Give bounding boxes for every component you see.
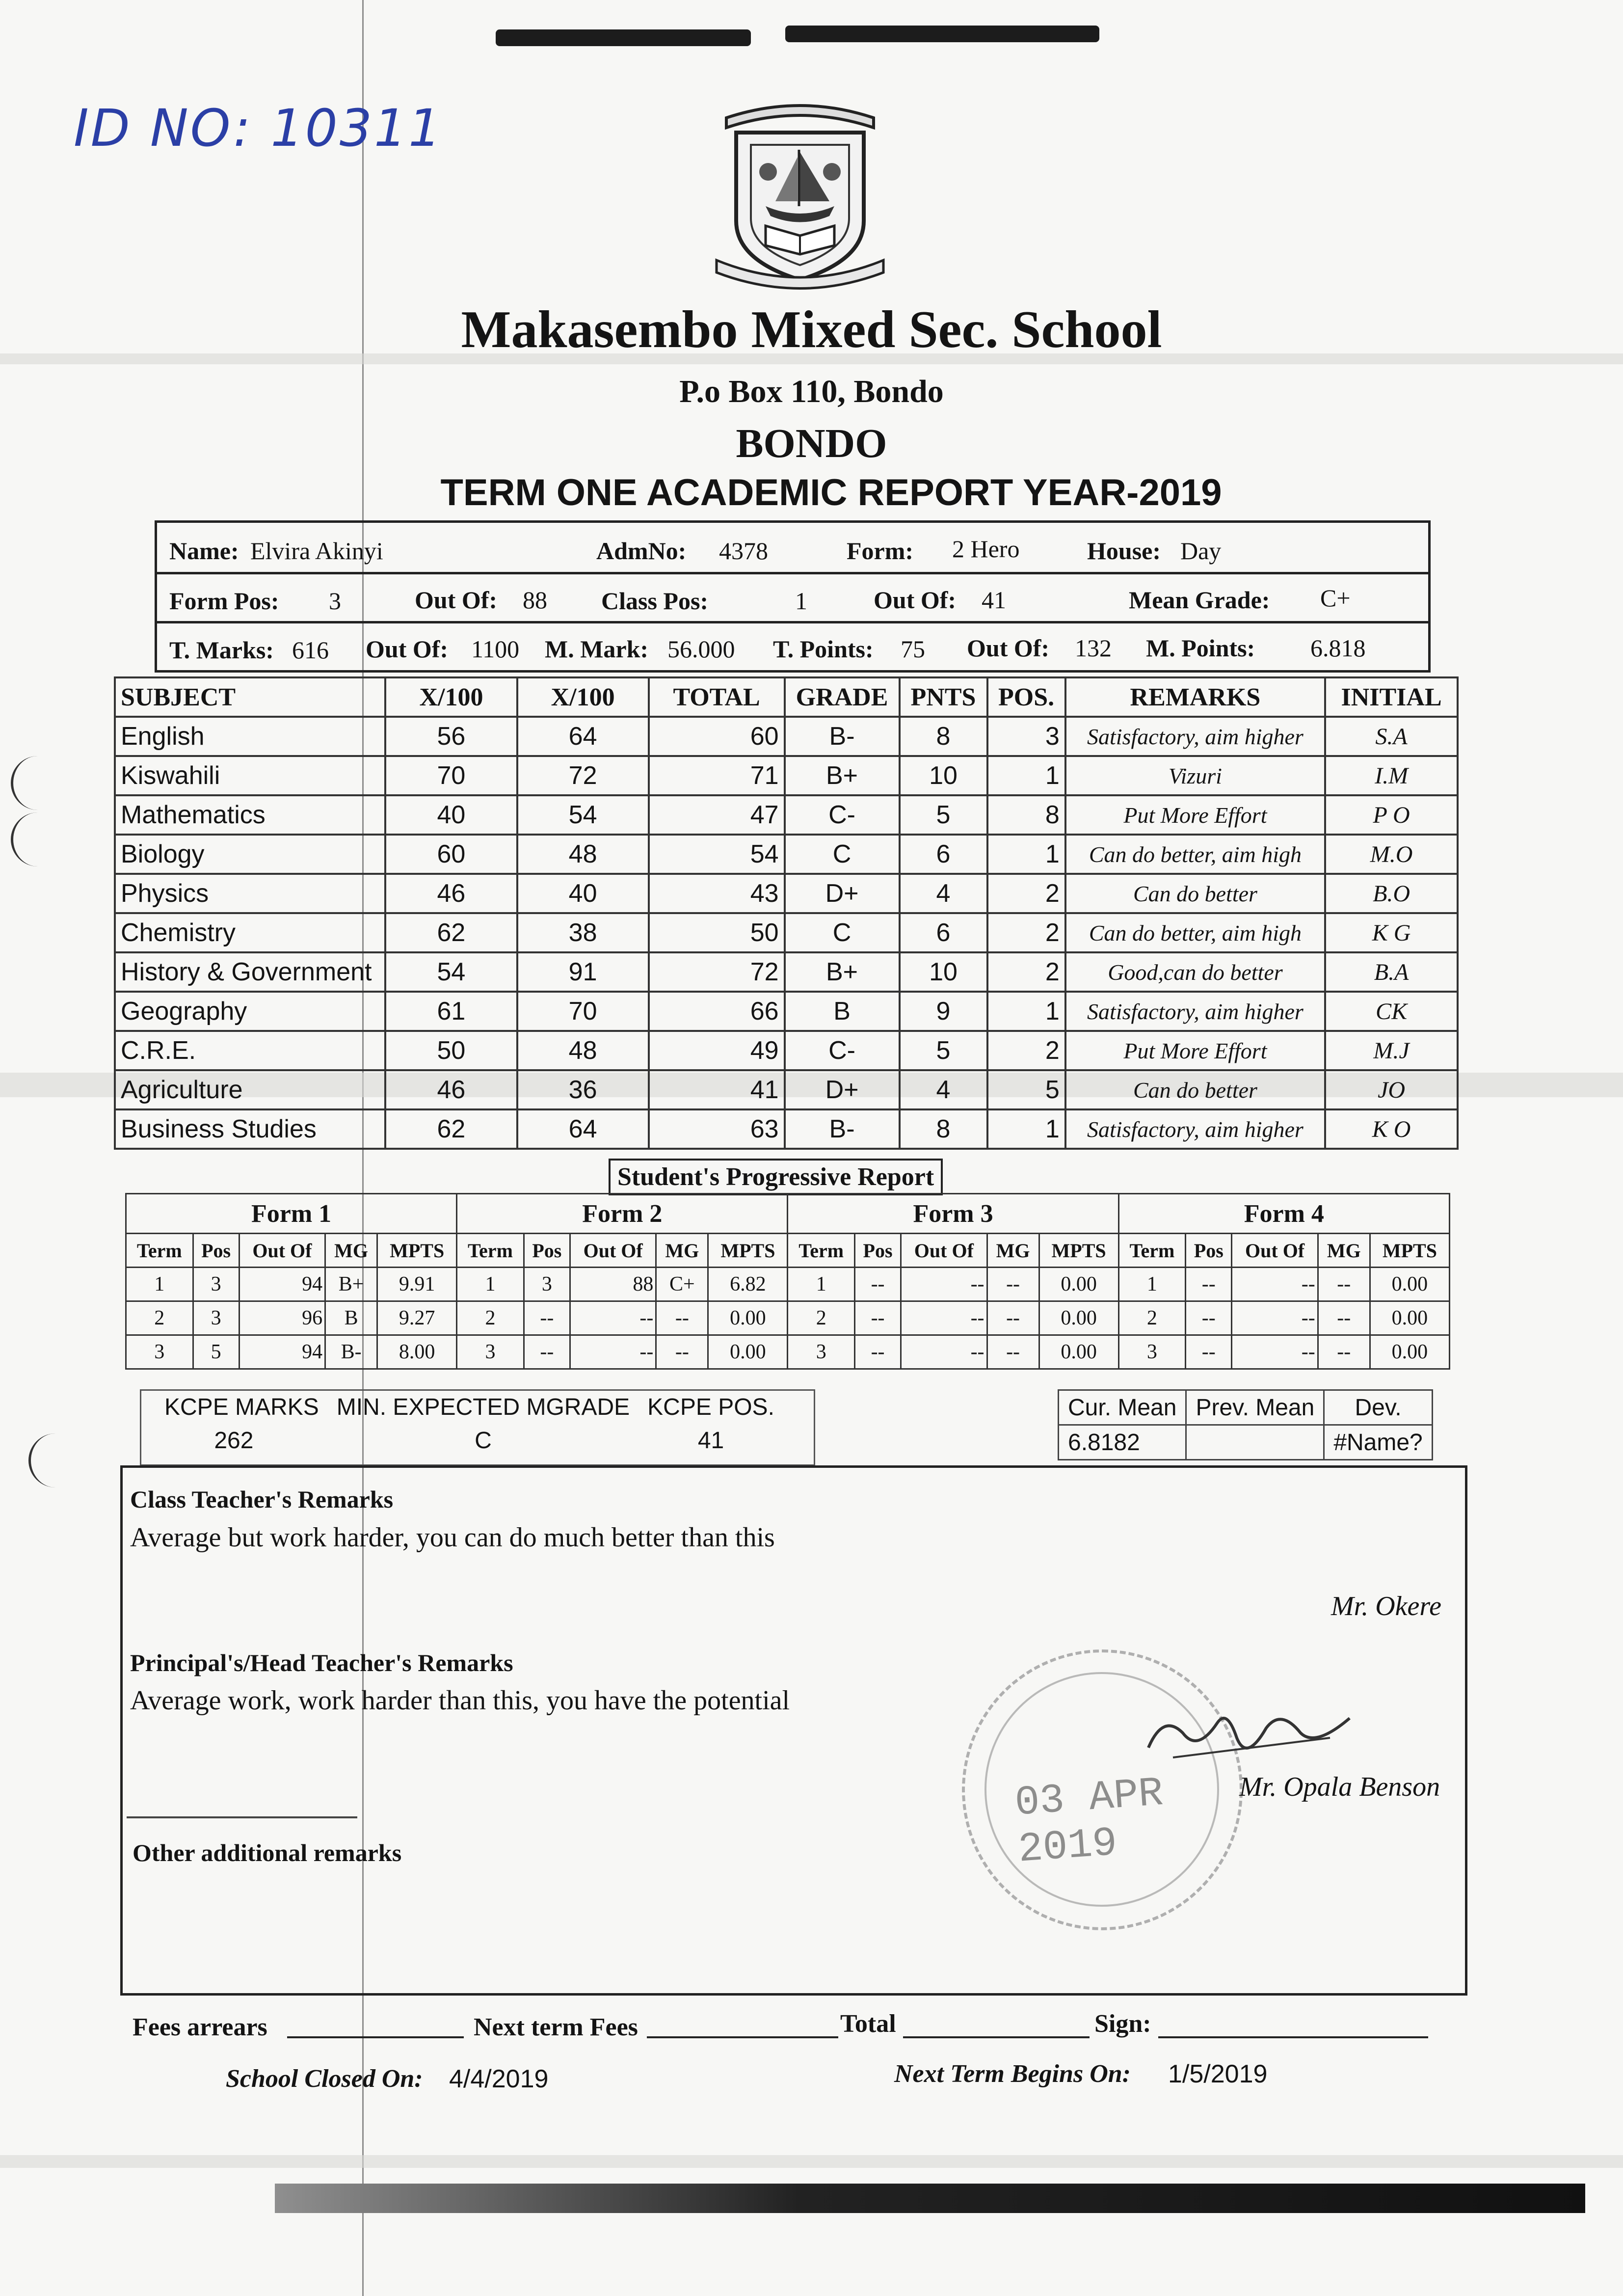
t-marks-out-of-label: Out Of:	[366, 635, 449, 663]
punch-hole-mark	[11, 812, 48, 866]
pos-cell: 8	[987, 795, 1065, 835]
pos-cell: 2	[987, 952, 1065, 992]
sign-line	[1158, 2036, 1428, 2038]
t-points-label: T. Points:	[773, 635, 874, 663]
progress-cell: 6.82	[708, 1268, 788, 1301]
x2-cell: 38	[517, 913, 649, 952]
house-label: House:	[1087, 537, 1161, 565]
initial-cell: P O	[1325, 795, 1458, 835]
subject-cell: History & Government	[115, 952, 385, 992]
pnts-cell: 6	[900, 835, 987, 874]
pnts-cell: 8	[900, 1109, 987, 1149]
progress-cell: 0.00	[1039, 1268, 1118, 1301]
pnts-cell: 4	[900, 874, 987, 913]
grade-cell: B	[785, 992, 900, 1031]
progress-cell: --	[1318, 1301, 1370, 1335]
remark-cell: Satisfactory, aim higher	[1065, 992, 1325, 1031]
col-initial: INITIAL	[1325, 677, 1458, 717]
grade-cell: C	[785, 913, 900, 952]
progress-cell: --	[656, 1301, 708, 1335]
progress-cell: 1	[126, 1268, 193, 1301]
progress-cell: 2	[1118, 1301, 1186, 1335]
progress-cell: 0.00	[708, 1301, 788, 1335]
kcpe-marks-value: 262	[214, 1427, 254, 1454]
student-info-row1	[155, 520, 1431, 574]
remark-cell: Can do better, aim high	[1065, 913, 1325, 952]
kcpe-pos-label: KCPE POS.	[647, 1394, 774, 1420]
form-value: 2 Hero	[952, 535, 1020, 563]
school-closed-label: School Closed On:	[226, 2065, 423, 2093]
fees-arrears-line	[287, 2036, 464, 2038]
progress-cell: 8.00	[377, 1335, 457, 1369]
progress-cell: 94	[239, 1335, 325, 1369]
pos-cell: 1	[987, 1109, 1065, 1149]
progress-cell: 0.00	[708, 1335, 788, 1369]
x2-cell: 48	[517, 1031, 649, 1070]
progress-cell: 0.00	[1370, 1268, 1449, 1301]
x2-cell: 91	[517, 952, 649, 992]
fees-arrears-label: Fees arrears	[133, 2013, 267, 2041]
m-mark-label: M. Mark:	[545, 635, 649, 663]
progress-cell: --	[901, 1335, 987, 1369]
progress-cell: B	[325, 1301, 377, 1335]
student-name: Elvira Akinyi	[250, 537, 383, 565]
subject-cell: Mathematics	[115, 795, 385, 835]
progress-cell: --	[987, 1301, 1039, 1335]
progress-cell: --	[1318, 1268, 1370, 1301]
total-cell: 72	[649, 952, 785, 992]
subject-cell: English	[115, 717, 385, 756]
total-cell: 50	[649, 913, 785, 952]
progress-report-table	[125, 1193, 1450, 1370]
school-crest-logo	[707, 98, 893, 295]
school-stamp-seal	[962, 1649, 1243, 1930]
col-subject: SUBJECT	[115, 677, 385, 717]
form4-header: Form 4	[1118, 1194, 1449, 1234]
progress-col-term: Term	[457, 1234, 524, 1268]
initial-cell: K O	[1325, 1109, 1458, 1149]
class-out-of-label: Out Of:	[874, 586, 957, 614]
progress-col-out-of: Out Of	[570, 1234, 656, 1268]
divider-line	[127, 1816, 357, 1818]
t-points-value: 75	[901, 635, 925, 663]
min-expected-mgrade-label: MIN. EXPECTED MGRADE	[336, 1394, 630, 1420]
form-out-of-label: Out Of:	[415, 586, 498, 614]
progress-col-term: Term	[126, 1234, 193, 1268]
next-term-begins-label: Next Term Begins On:	[894, 2060, 1131, 2088]
x1-cell: 50	[385, 1031, 517, 1070]
x2-cell: 36	[517, 1070, 649, 1109]
progress-cell: 1	[1118, 1268, 1186, 1301]
x2-cell: 48	[517, 835, 649, 874]
progress-report-title: Student's Progressive Report	[609, 1159, 943, 1195]
total-line	[903, 2036, 1090, 2038]
initial-cell: K G	[1325, 913, 1458, 952]
grade-cell: C-	[785, 1031, 900, 1070]
progress-cell: 9.27	[377, 1301, 457, 1335]
progress-term-row	[126, 1335, 1450, 1369]
principal-remarks-text: Average work, work harder than this, you have the potential	[130, 1685, 790, 1716]
prev-mean-value	[1186, 1425, 1324, 1460]
progress-cell: 3	[1118, 1335, 1186, 1369]
subject-cell: Agriculture	[115, 1070, 385, 1109]
pos-cell: 1	[987, 992, 1065, 1031]
redaction-mark	[496, 29, 751, 46]
subject-row	[115, 795, 1458, 835]
progress-cell: --	[1186, 1268, 1232, 1301]
progress-col-out-of: Out Of	[1232, 1234, 1318, 1268]
progress-cell: 0.00	[1370, 1335, 1449, 1369]
progress-col-mpts: MPTS	[1039, 1234, 1118, 1268]
cur-mean-label: Cur. Mean	[1059, 1390, 1186, 1425]
grade-cell: B-	[785, 717, 900, 756]
dev-label: Dev.	[1324, 1390, 1432, 1425]
total-cell: 47	[649, 795, 785, 835]
mean-grade-label: Mean Grade:	[1129, 586, 1270, 614]
progress-cell: 2	[126, 1301, 193, 1335]
progress-cell: B+	[325, 1268, 377, 1301]
progress-col-pos: Pos	[1186, 1234, 1232, 1268]
progress-cell: --	[987, 1268, 1039, 1301]
progress-col-mg: MG	[987, 1234, 1039, 1268]
progress-col-out-of: Out Of	[239, 1234, 325, 1268]
m-points-value: 6.818	[1310, 634, 1366, 662]
t-marks-value: 616	[292, 636, 329, 664]
school-town: BONDO	[736, 421, 887, 466]
total-cell: 49	[649, 1031, 785, 1070]
progress-col-mg: MG	[325, 1234, 377, 1268]
progress-cell: 3	[193, 1268, 239, 1301]
remark-cell: Put More Effort	[1065, 795, 1325, 835]
m-points-label: M. Points:	[1146, 634, 1255, 662]
progress-cell: B-	[325, 1335, 377, 1369]
col-total: TOTAL	[649, 677, 785, 717]
x2-cell: 64	[517, 717, 649, 756]
next-term-fees-label: Next term Fees	[474, 2013, 638, 2041]
subject-cell: Geography	[115, 992, 385, 1031]
remark-cell: Good,can do better	[1065, 952, 1325, 992]
x1-cell: 62	[385, 1109, 517, 1149]
remark-cell: Satisfactory, aim higher	[1065, 1109, 1325, 1149]
initial-cell: M.J	[1325, 1031, 1458, 1070]
name-label: Name:	[169, 537, 239, 565]
progress-cell: --	[1186, 1301, 1232, 1335]
x1-cell: 40	[385, 795, 517, 835]
form-label: Form:	[847, 537, 914, 565]
progress-cell: --	[1232, 1268, 1318, 1301]
initial-cell: CK	[1325, 992, 1458, 1031]
min-expected-mgrade-value: C	[475, 1427, 492, 1454]
col-grade: GRADE	[785, 677, 900, 717]
progress-form-header	[126, 1194, 1450, 1234]
total-label: Total	[840, 2010, 896, 2038]
principal-signature	[1144, 1703, 1359, 1772]
progress-term-row	[126, 1301, 1450, 1335]
total-cell: 66	[649, 992, 785, 1031]
form3-header: Form 3	[788, 1194, 1118, 1234]
school-closed-date: 4/4/2019	[449, 2065, 549, 2093]
progress-cell: 3	[193, 1301, 239, 1335]
progress-col-mg: MG	[1318, 1234, 1370, 1268]
subject-row	[115, 1109, 1458, 1149]
house-value: Day	[1180, 537, 1222, 565]
progress-col-out-of: Out Of	[901, 1234, 987, 1268]
principal-remarks-label: Principal's/Head Teacher's Remarks	[130, 1649, 513, 1676]
initial-cell: B.O	[1325, 874, 1458, 913]
t-points-out-of-value: 132	[1075, 634, 1112, 662]
class-teacher-name: Mr. Okere	[1331, 1591, 1441, 1621]
subject-row	[115, 992, 1458, 1031]
form-pos-value: 3	[329, 587, 341, 615]
mean-grade-value: C+	[1320, 584, 1351, 612]
principal-name: Mr. Opala Benson	[1239, 1772, 1440, 1802]
x1-cell: 54	[385, 952, 517, 992]
grade-cell: B+	[785, 952, 900, 992]
progress-cell: 3	[126, 1335, 193, 1369]
sign-label: Sign:	[1094, 2010, 1151, 2038]
scan-dark-edge	[275, 2184, 1585, 2213]
x2-cell: 54	[517, 795, 649, 835]
punch-hole-mark	[28, 1433, 65, 1487]
progress-cell: 0.00	[1039, 1301, 1118, 1335]
progress-cell: 96	[239, 1301, 325, 1335]
pos-cell: 2	[987, 913, 1065, 952]
subject-row	[115, 835, 1458, 874]
subject-row	[115, 756, 1458, 795]
x2-cell: 64	[517, 1109, 649, 1149]
progress-cell: 94	[239, 1268, 325, 1301]
pnts-cell: 10	[900, 952, 987, 992]
progress-cell: --	[524, 1335, 570, 1369]
school-address: P.o Box 110, Bondo	[679, 374, 944, 409]
progress-col-mg: MG	[656, 1234, 708, 1268]
progress-col-pos: Pos	[524, 1234, 570, 1268]
progress-cell: --	[570, 1301, 656, 1335]
grade-cell: C	[785, 835, 900, 874]
handwritten-id: ID NO: 10311	[74, 98, 443, 158]
remark-cell: Can do better	[1065, 1070, 1325, 1109]
dev-value: #Name?	[1324, 1425, 1432, 1460]
progress-col-mpts: MPTS	[377, 1234, 457, 1268]
kcpe-box-border	[140, 1389, 815, 1466]
class-out-of-value: 41	[982, 586, 1006, 614]
progress-cell: 3	[788, 1335, 855, 1369]
means-table	[1058, 1389, 1433, 1460]
progress-cell: 2	[457, 1301, 524, 1335]
class-pos-value: 1	[795, 587, 807, 615]
t-marks-label: T. Marks:	[169, 636, 274, 664]
progress-cell: --	[1186, 1335, 1232, 1369]
progress-sub-header	[126, 1234, 1450, 1268]
pos-cell: 2	[987, 1031, 1065, 1070]
x2-cell: 70	[517, 992, 649, 1031]
progress-cell: 5	[193, 1335, 239, 1369]
adm-number: 4378	[719, 537, 768, 565]
progress-cell: 0.00	[1370, 1301, 1449, 1335]
m-mark-value: 56.000	[667, 635, 735, 663]
next-term-fees-line	[647, 2036, 838, 2038]
subject-row	[115, 717, 1458, 756]
pnts-cell: 10	[900, 756, 987, 795]
student-info-row3	[155, 621, 1431, 673]
progress-cell: 0.00	[1039, 1335, 1118, 1369]
pnts-cell: 8	[900, 717, 987, 756]
progress-cell: --	[1232, 1301, 1318, 1335]
grade-cell: C-	[785, 795, 900, 835]
x1-cell: 62	[385, 913, 517, 952]
pnts-cell: 5	[900, 795, 987, 835]
marks-table-header	[115, 677, 1458, 717]
total-cell: 41	[649, 1070, 785, 1109]
x2-cell: 40	[517, 874, 649, 913]
remark-cell: Can do better	[1065, 874, 1325, 913]
student-info-row2	[155, 572, 1431, 623]
progress-col-pos: Pos	[193, 1234, 239, 1268]
x1-cell: 61	[385, 992, 517, 1031]
subject-row	[115, 874, 1458, 913]
col-pos: POS.	[987, 677, 1065, 717]
subject-row	[115, 913, 1458, 952]
initial-cell: JO	[1325, 1070, 1458, 1109]
next-term-begins-date: 1/5/2019	[1168, 2060, 1268, 2088]
grade-cell: B-	[785, 1109, 900, 1149]
form-pos-label: Form Pos:	[169, 587, 279, 615]
grade-cell: B+	[785, 756, 900, 795]
remark-cell: Vizuri	[1065, 756, 1325, 795]
progress-col-pos: Pos	[854, 1234, 901, 1268]
progress-cell: --	[854, 1301, 901, 1335]
progress-cell: 88	[570, 1268, 656, 1301]
form-out-of-value: 88	[523, 586, 547, 614]
x1-cell: 46	[385, 874, 517, 913]
prev-mean-label: Prev. Mean	[1186, 1390, 1324, 1425]
progress-cell: --	[656, 1335, 708, 1369]
col-remarks: REMARKS	[1065, 677, 1325, 717]
progress-cell: --	[854, 1335, 901, 1369]
pos-cell: 2	[987, 874, 1065, 913]
progress-cell: --	[570, 1335, 656, 1369]
means-header-row	[1059, 1390, 1433, 1425]
remark-cell: Put More Effort	[1065, 1031, 1325, 1070]
pos-cell: 3	[987, 717, 1065, 756]
pnts-cell: 9	[900, 992, 987, 1031]
progress-cell: --	[1232, 1335, 1318, 1369]
pnts-cell: 5	[900, 1031, 987, 1070]
progress-cell: --	[987, 1335, 1039, 1369]
progress-cell: 3	[524, 1268, 570, 1301]
progress-col-mpts: MPTS	[708, 1234, 788, 1268]
x1-cell: 56	[385, 717, 517, 756]
pnts-cell: 4	[900, 1070, 987, 1109]
initial-cell: S.A	[1325, 717, 1458, 756]
progress-cell: 9.91	[377, 1268, 457, 1301]
initial-cell: M.O	[1325, 835, 1458, 874]
report-title: TERM ONE ACADEMIC REPORT YEAR-2019	[440, 472, 1222, 513]
col-x100-2: X/100	[517, 677, 649, 717]
progress-cell: --	[524, 1301, 570, 1335]
initial-cell: B.A	[1325, 952, 1458, 992]
subject-cell: Physics	[115, 874, 385, 913]
subject-row	[115, 952, 1458, 992]
grade-cell: D+	[785, 874, 900, 913]
subject-row	[115, 1070, 1458, 1109]
punch-hole-mark	[11, 756, 48, 810]
t-points-out-of-label: Out Of:	[967, 634, 1050, 662]
adm-label: AdmNo:	[596, 537, 687, 565]
subject-cell: Kiswahili	[115, 756, 385, 795]
progress-col-term: Term	[1118, 1234, 1186, 1268]
pnts-cell: 6	[900, 913, 987, 952]
progress-col-term: Term	[788, 1234, 855, 1268]
class-teacher-remarks-text: Average but work harder, you can do much better than this	[130, 1522, 775, 1553]
kcpe-pos-value: 41	[697, 1427, 724, 1454]
form2-header: Form 2	[457, 1194, 788, 1234]
subject-cell: C.R.E.	[115, 1031, 385, 1070]
pos-cell: 1	[987, 756, 1065, 795]
means-value-row	[1059, 1425, 1433, 1460]
col-pnts: PNTS	[900, 677, 987, 717]
subject-cell: Business Studies	[115, 1109, 385, 1149]
stamp-date: 03 APR 2019	[1013, 1770, 1165, 1874]
progress-cell: C+	[656, 1268, 708, 1301]
pos-cell: 1	[987, 835, 1065, 874]
remark-cell: Satisfactory, aim higher	[1065, 717, 1325, 756]
progress-cell: 1	[457, 1268, 524, 1301]
total-cell: 43	[649, 874, 785, 913]
progress-col-mpts: MPTS	[1370, 1234, 1449, 1268]
form1-header: Form 1	[126, 1194, 457, 1234]
redaction-mark	[785, 26, 1099, 42]
progress-cell: --	[901, 1268, 987, 1301]
x2-cell: 72	[517, 756, 649, 795]
progress-cell: 3	[457, 1335, 524, 1369]
total-cell: 63	[649, 1109, 785, 1149]
progress-cell: --	[1318, 1335, 1370, 1369]
t-marks-out-of-value: 1100	[471, 635, 520, 663]
class-pos-label: Class Pos:	[601, 587, 709, 615]
grade-cell: D+	[785, 1070, 900, 1109]
x1-cell: 70	[385, 756, 517, 795]
initial-cell: I.M	[1325, 756, 1458, 795]
x1-cell: 46	[385, 1070, 517, 1109]
x1-cell: 60	[385, 835, 517, 874]
cur-mean-value: 6.8182	[1059, 1425, 1186, 1460]
subject-cell: Biology	[115, 835, 385, 874]
remark-cell: Can do better, aim high	[1065, 835, 1325, 874]
progress-cell: 2	[788, 1301, 855, 1335]
total-cell: 54	[649, 835, 785, 874]
progress-cell: --	[901, 1301, 987, 1335]
subject-cell: Chemistry	[115, 913, 385, 952]
scan-streak	[0, 2155, 1623, 2168]
progress-term-row	[126, 1268, 1450, 1301]
progress-cell: 1	[788, 1268, 855, 1301]
total-cell: 60	[649, 717, 785, 756]
other-remarks-label: Other additional remarks	[133, 1839, 402, 1866]
progress-cell: --	[854, 1268, 901, 1301]
col-x100-1: X/100	[385, 677, 517, 717]
subject-marks-table	[114, 676, 1459, 1150]
pos-cell: 5	[987, 1070, 1065, 1109]
kcpe-marks-label: KCPE MARKS	[164, 1394, 319, 1420]
total-cell: 71	[649, 756, 785, 795]
subject-row	[115, 1031, 1458, 1070]
class-teacher-remarks-label: Class Teacher's Remarks	[130, 1486, 394, 1513]
school-name: Makasembo Mixed Sec. School	[461, 300, 1162, 359]
